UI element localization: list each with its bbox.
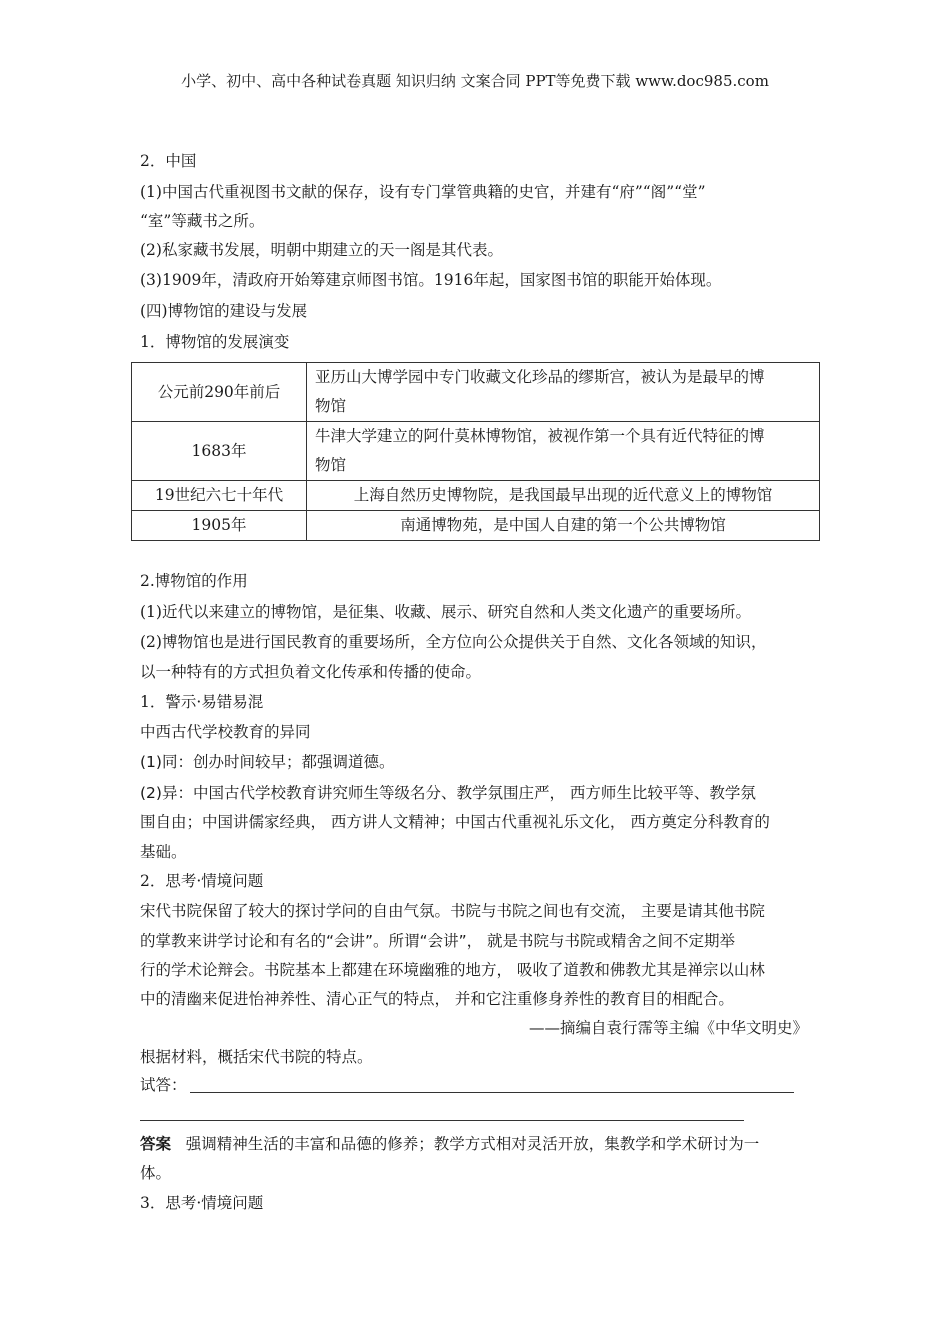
warning-diff-line-3: 基础。: [140, 843, 187, 861]
table-cell-time: 19世纪六七十年代: [132, 481, 307, 511]
warning-same: (1)同：创办时间较早；都强调道德。: [140, 753, 395, 771]
china-point-3: (3)1909年，清政府开始筹建京师图书馆。1916年起，国家图书馆的职能开始体现。: [140, 271, 722, 289]
answer-line-2: 体。: [140, 1164, 172, 1182]
think-3-heading: 3．思考·情境问题: [140, 1194, 264, 1212]
material-line-3: 行的学术论辩会。书院基本上都建在环境幽雅的地方， 吸收了道教和佛教尤其是禅宗以山林: [140, 961, 765, 979]
table-cell-desc: [307, 422, 820, 481]
warning-diff-line-1: (2)异：中国古代学校教育讲究师生等级名分、教学氛围庄严， 西方师生比较平等、教学氛: [140, 784, 756, 802]
museum-role-2-line-2: 以一种特有的方式担负着文化传承和传播的使命。: [140, 663, 482, 681]
museum-evolution-heading: 1．博物馆的发展演变: [140, 333, 290, 351]
material-line-1: 宋代书院保留了较大的探讨学问的自由气氛。书院与书院之间也有交流， 主要是请其他书院: [140, 902, 765, 920]
museum-evolution-table: [131, 362, 820, 541]
page-header: 小学、初中、高中各种试卷真题 知识归纳 文案合同 PPT等免费下载 www.doc985.com: [181, 72, 769, 90]
answer-blank-line-1: [190, 1092, 794, 1093]
table-row: [132, 481, 820, 511]
answer-label: 答案: [140, 1134, 172, 1153]
china-point-1-line-2: “室”等藏书之所。: [140, 212, 265, 230]
desc-line: 牛津大学建立的阿什莫林博物馆，被视作第一个具有近代特征的博: [315, 427, 765, 445]
museum-section-title: (四)博物馆的建设与发展: [140, 302, 308, 320]
question-text: 根据材料，概括宋代书院的特点。: [140, 1048, 373, 1066]
table-cell-desc: [307, 363, 820, 422]
material-line-4: 中的清幽来促进怡神养性、清心正气的特点， 并和它注重修身养性的教育目的相配合。: [140, 990, 734, 1008]
table-row: [132, 363, 820, 422]
warning-diff-line-2: 围自由；中国讲儒家经典， 西方讲人文精神；中国古代重视礼乐文化， 西方奠定分科教育的: [140, 813, 770, 831]
answer-text: 强调精神生活的丰富和品德的修养；教学方式相对灵活开放，集教学和学术研讨为一: [185, 1135, 760, 1153]
table-cell-time: 1905年: [132, 511, 307, 541]
table-cell-desc: 南通博物苑，是中国人自建的第一个公共博物馆: [307, 511, 820, 541]
table-row: [132, 511, 820, 541]
china-point-1-line-1: (1)中国古代重视图书文献的保存，设有专门掌管典籍的史官，并建有“府”“阁”“堂”: [140, 183, 706, 201]
material-line-2: 的掌教来讲学讨论和有名的“会讲”。所谓“会讲”， 就是书院与书院或精舍之间不定期举: [140, 932, 736, 950]
table-cell-time: 1683年: [132, 422, 307, 481]
museum-role-2-line-1: (2)博物馆也是进行国民教育的重要场所，全方位向公众提供关于自然、文化各领域的知识，: [140, 633, 767, 651]
warning-title: 中西古代学校教育的异同: [140, 723, 311, 741]
think-2-heading: 2．思考·情境问题: [140, 872, 264, 890]
try-answer-label: 试答：: [140, 1076, 187, 1094]
desc-line: 亚历山大博学园中专门收藏文化珍品的缪斯宫，被认为是最早的博: [315, 368, 765, 386]
desc-line: 物馆: [315, 397, 347, 415]
answer-line-1: [140, 1134, 759, 1154]
warning-heading: 1．警示·易错易混: [140, 693, 264, 711]
material-source: ——摘编自袁行霈等主编《中华文明史》: [528, 1019, 808, 1037]
desc-line: 物馆: [315, 456, 347, 474]
china-point-2: (2)私家藏书发展，明朝中期建立的天一阁是其代表。: [140, 241, 503, 259]
table-row: [132, 422, 820, 481]
museum-role-heading: 2.博物馆的作用: [140, 572, 248, 590]
answer-blank-line-2: [140, 1120, 744, 1121]
museum-role-1: (1)近代以来建立的博物馆，是征集、收藏、展示、研究自然和人类文化遗产的重要场所。: [140, 603, 751, 621]
table-cell-desc: 上海自然历史博物院，是我国最早出现的近代意义上的博物馆: [307, 481, 820, 511]
table-cell-time: 公元前290年前后: [132, 363, 307, 422]
china-heading: 2．中国: [140, 152, 197, 170]
